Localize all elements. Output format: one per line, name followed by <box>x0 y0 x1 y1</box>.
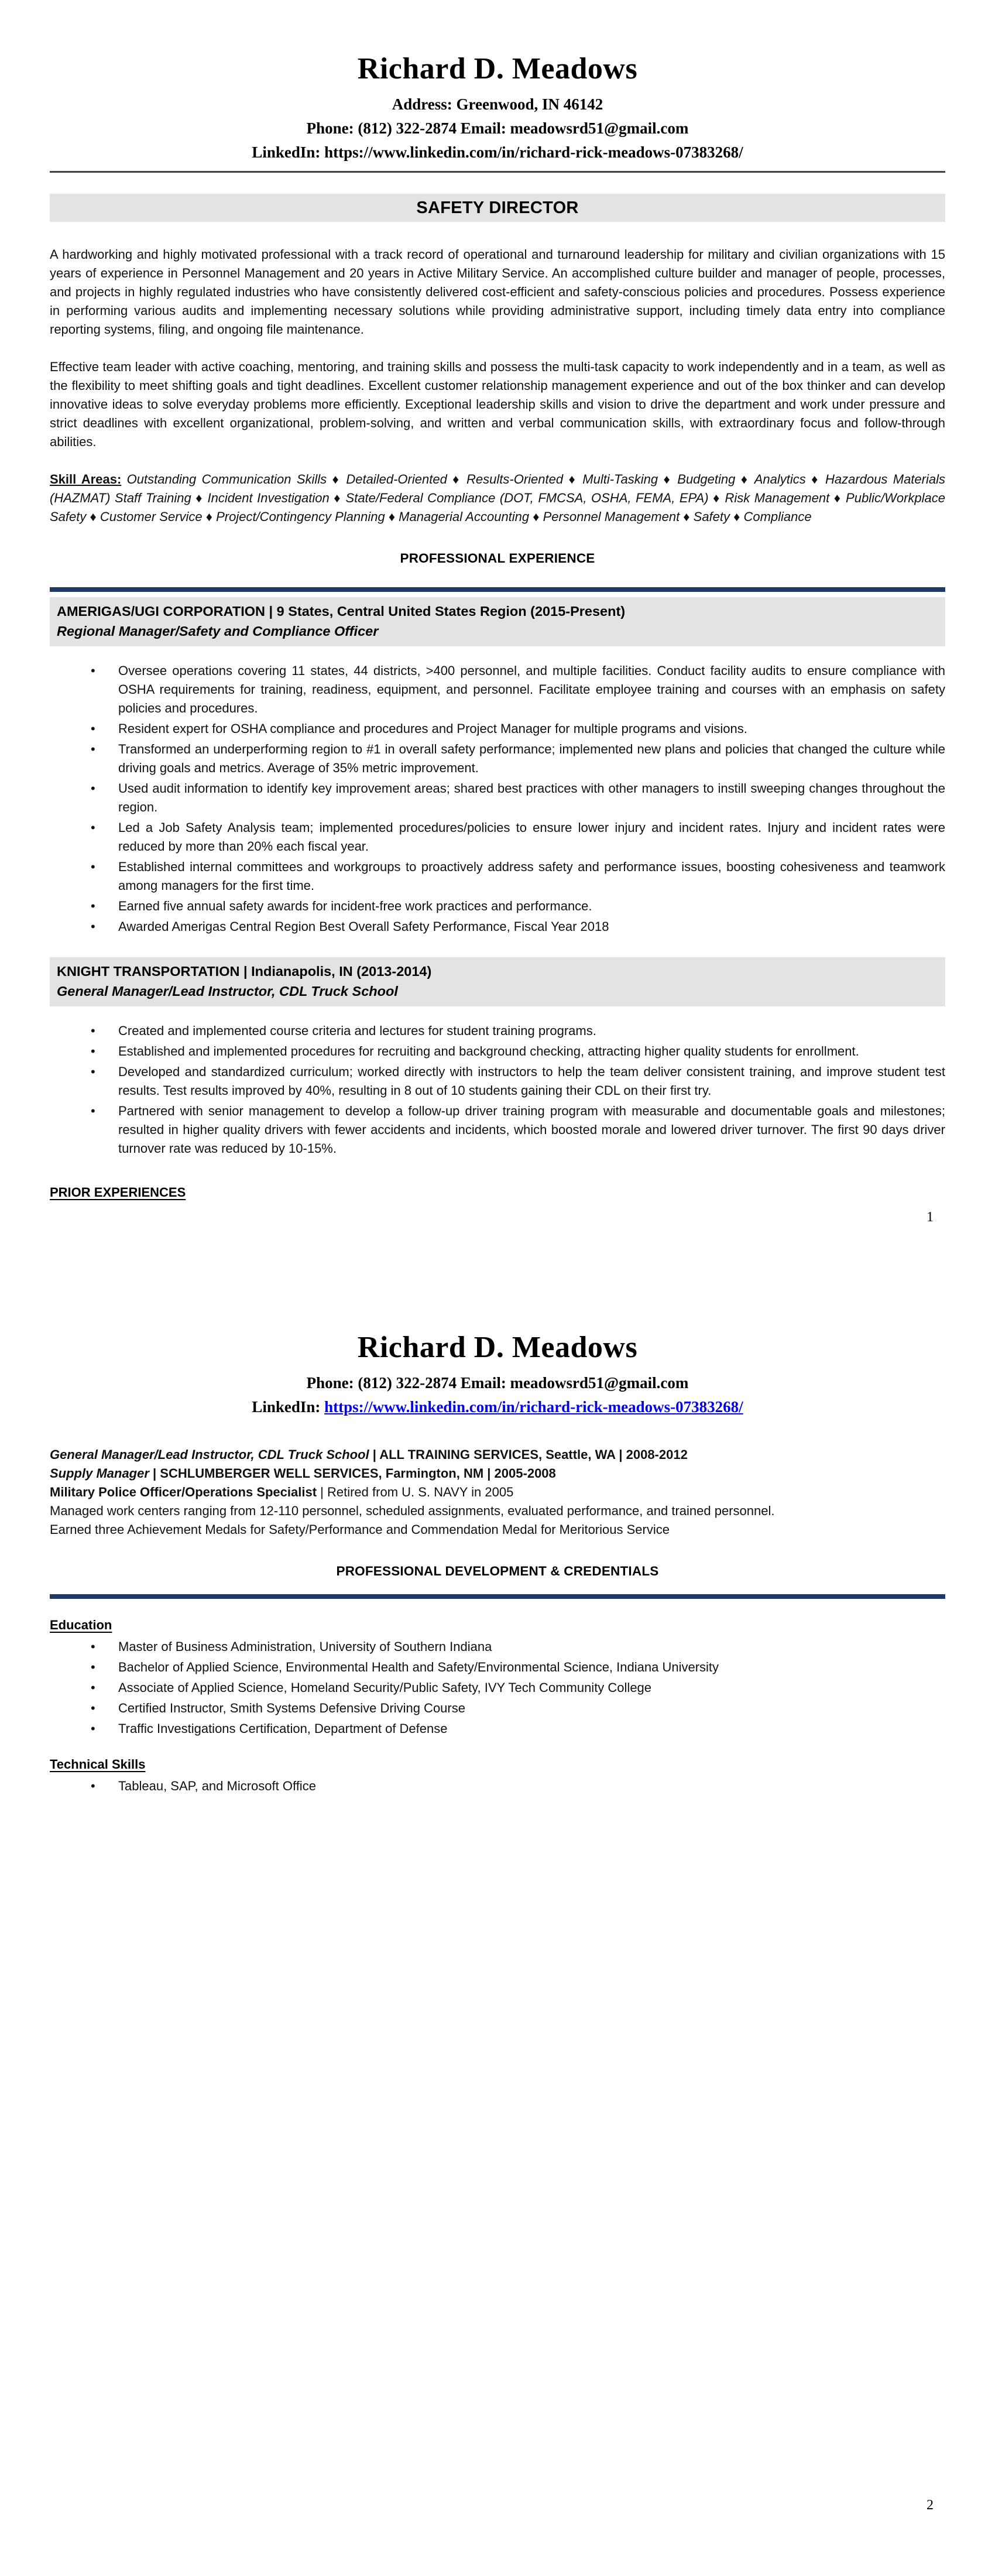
page1-content <box>50 0 945 1200</box>
experience-heading: PROFESSIONAL EXPERIENCE <box>400 551 595 566</box>
skill-areas-list: Outstanding Communication Skills ♦ Detailed-Oriented ♦ Results-Oriented ♦ Multi-Tasking ♦ Budgeting ♦ Analytics ♦ Hazardous Materials (HAZMAT) Staff Training ♦ Incident Investigation ♦ State/Federal Compliance (DOT, FMCSA, OSHA, FEMA, EPA) ♦ Risk Management ♦ Public/Workplace Safety ♦ Customer Service ♦ Project/Contingency Planning ♦ Managerial Accounting ♦ Personnel Management ♦ Safety ♦ Compliance <box>50 472 945 524</box>
technical-skills-heading: Technical Skills <box>50 1757 146 1772</box>
summary-paragraph: Effective team leader with active coaching, mentoring, and training skills and possess the multi-task capacity to work independently and in a team, as well as the flexibility to meet shifting goals and tight deadlines. Excellent customer relationship management experience and out of the box thinker and can develop innovative ideas to solve everyday problems more efficiently. Exceptional leadership skills and vision to drive the department and work under pressure and strict deadlines with excellent organizational, problem-solving, and written and verbal communication skills, with extraordinary focus and follow-through abilities. <box>50 359 945 449</box>
resume-page-2 <box>0 1288 995 2576</box>
knight-bullet-list <box>50 1022 945 1158</box>
phone-email-line: Phone: (812) 322-2874 Email: meadowsrd51@gmail.com <box>306 119 689 137</box>
bullet-item: • Established and implemented procedures for recruiting and background checking, attracting higher quality students for enrollment. <box>50 1042 945 1061</box>
prior-role-title: Military Police Officer/Operations Specialist <box>50 1485 317 1499</box>
linkedin-label: LinkedIn: <box>252 1398 325 1416</box>
summary-paragraph: A hardworking and highly motivated professional with a track record of operational and turnaround leadership for military and civilian organizations with 15 years of experience in Personnel Management and 20 years in Active Military Service. An accomplished culture builder and manager of people, processes, and projects in highly regulated industries who have consistently delivered cost-efficient and safety-conscious policies and procedures. Possess experience in performing various audits and implementing necessary solutions while providing administrative support, including timely data entry into compliance reporting systems, filing, and ongoing file maintenance. <box>50 247 945 337</box>
page-number: 2 <box>927 2498 934 2513</box>
role-line: General Manager/Lead Instructor, CDL Truck School <box>57 984 398 999</box>
bullet-item: • Partnered with senior management to develop a follow-up driver training program with measurable and documentable goals and milestones; resulted in higher quality drivers with fewer accidents and incidents, which boosted morale and lowered driver turnover. The first 90 days driver turnover rate was reduced by 10-15%. <box>50 1102 945 1158</box>
linkedin-line <box>50 1398 945 1416</box>
phone-email-line: Phone: (812) 322-2874 Email: meadowsrd51@gmail.com <box>306 1374 689 1392</box>
prior-note-line: Managed work centers ranging from 12-110 personnel, scheduled assignments, evaluated performance, and trained personnel. <box>50 1503 775 1518</box>
bullet-item: • Awarded Amerigas Central Region Best Overall Safety Performance, Fiscal Year 2018 <box>50 917 945 936</box>
prior-note-line: Earned three Achievement Medals for Safety/Performance and Commendation Medal for Meritorious Service <box>50 1522 670 1537</box>
job-header-amerigas <box>50 597 945 646</box>
development-heading: PROFESSIONAL DEVELOPMENT & CREDENTIALS <box>336 1564 659 1578</box>
company-line: KNIGHT TRANSPORTATION | Indianapolis, IN (2013-2014) <box>57 964 432 979</box>
education-item: • Certified Instructor, Smith Systems Defensive Driving Course <box>50 1699 945 1718</box>
prior-role-title: General Manager/Lead Instructor, CDL Truck School <box>50 1447 369 1462</box>
job-title-banner: SAFETY DIRECTOR <box>50 194 945 222</box>
bullet-item: • Oversee operations covering 11 states, 44 districts, >400 personnel, and multiple facilities. Conduct facility audits to ensure compliance with OSHA requirements for training, readiness, equipment, and personnel. Facilitate employee training and courses with an emphasis on safety policies and procedures. <box>50 662 945 718</box>
prior-role-line <box>50 1464 945 1483</box>
education-list <box>50 1638 945 1738</box>
amerigas-bullet-list <box>50 662 945 936</box>
education-item: • Traffic Investigations Certification, Department of Defense <box>50 1719 945 1738</box>
education-item: • Master of Business Administration, University of Southern Indiana <box>50 1638 945 1656</box>
prior-role-detail: | Retired from U. S. NAVY in 2005 <box>317 1485 514 1499</box>
prior-roles-block <box>50 1445 945 1539</box>
skill-areas <box>50 470 945 526</box>
header-divider <box>50 171 945 173</box>
job-header-knight <box>50 957 945 1006</box>
section-divider <box>50 587 945 592</box>
prior-role-line <box>50 1445 945 1464</box>
bullet-item: • Led a Job Safety Analysis team; implemented procedures/policies to ensure lower injury and incident rates. Injury and incident rates were reduced by more than 20% each fiscal year. <box>50 818 945 856</box>
role-line: Regional Manager/Safety and Compliance Officer <box>57 624 379 639</box>
prior-role-detail: | ALL TRAINING SERVICES, Seattle, WA | 2008-2012 <box>369 1447 688 1462</box>
technical-skills-list <box>50 1777 945 1796</box>
bullet-item: • Transformed an underperforming region to #1 in overall safety performance; implemented new plans and policies that changed the culture while driving goals and metrics. Average of 35% metric improvement. <box>50 740 945 777</box>
page2-content <box>50 1288 945 1796</box>
linkedin-link[interactable]: https://www.linkedin.com/in/richard-rick-meadows-07383268/ <box>324 1398 743 1416</box>
company-line: AMERIGAS/UGI CORPORATION | 9 States, Central United States Region (2015-Present) <box>57 604 626 619</box>
bullet-item: • Established internal committees and workgroups to proactively address safety and performance issues, boosting cohesiveness and teamwork among managers for the first time. <box>50 858 945 895</box>
prior-role-title: Supply Manager <box>50 1466 149 1481</box>
candidate-name: Richard D. Meadows <box>357 52 638 85</box>
prior-role-detail: | SCHLUMBERGER WELL SERVICES, Farmington, NM | 2005-2008 <box>149 1466 556 1481</box>
prior-role-line <box>50 1483 945 1502</box>
education-item: • Bachelor of Applied Science, Environmental Health and Safety/Environmental Science, Indiana University <box>50 1658 945 1677</box>
bullet-item: • Used audit information to identify key improvement areas; shared best practices with other managers to instill sweeping changes throughout the region. <box>50 779 945 817</box>
skill-areas-label: Skill Areas: <box>50 472 122 487</box>
bullet-item: • Developed and standardized curriculum; worked directly with instructors to help the team deliver consistent training, and improve student test results. Test results improved by 40%, resulting in 8 out of 10 students gaining their CDL on their first try. <box>50 1063 945 1100</box>
bullet-item: • Earned five annual safety awards for incident-free work practices and performance. <box>50 897 945 916</box>
education-heading: Education <box>50 1618 112 1632</box>
education-item: • Associate of Applied Science, Homeland Security/Public Safety, IVY Tech Community College <box>50 1678 945 1697</box>
candidate-name: Richard D. Meadows <box>357 1331 638 1364</box>
page-number: 1 <box>927 1210 934 1225</box>
bullet-item: • Resident expert for OSHA compliance and procedures and Project Manager for multiple programs and visions. <box>50 720 945 738</box>
bullet-item: • Created and implemented course criteria and lectures for student training programs. <box>50 1022 945 1040</box>
prior-experiences-heading: PRIOR EXPERIENCES <box>50 1185 186 1200</box>
address-line: Address: Greenwood, IN 46142 <box>392 95 603 113</box>
technical-skill-item: • Tableau, SAP, and Microsoft Office <box>50 1777 945 1796</box>
linkedin-line: LinkedIn: https://www.linkedin.com/in/richard-rick-meadows-07383268/ <box>252 143 743 161</box>
section-divider <box>50 1594 945 1599</box>
